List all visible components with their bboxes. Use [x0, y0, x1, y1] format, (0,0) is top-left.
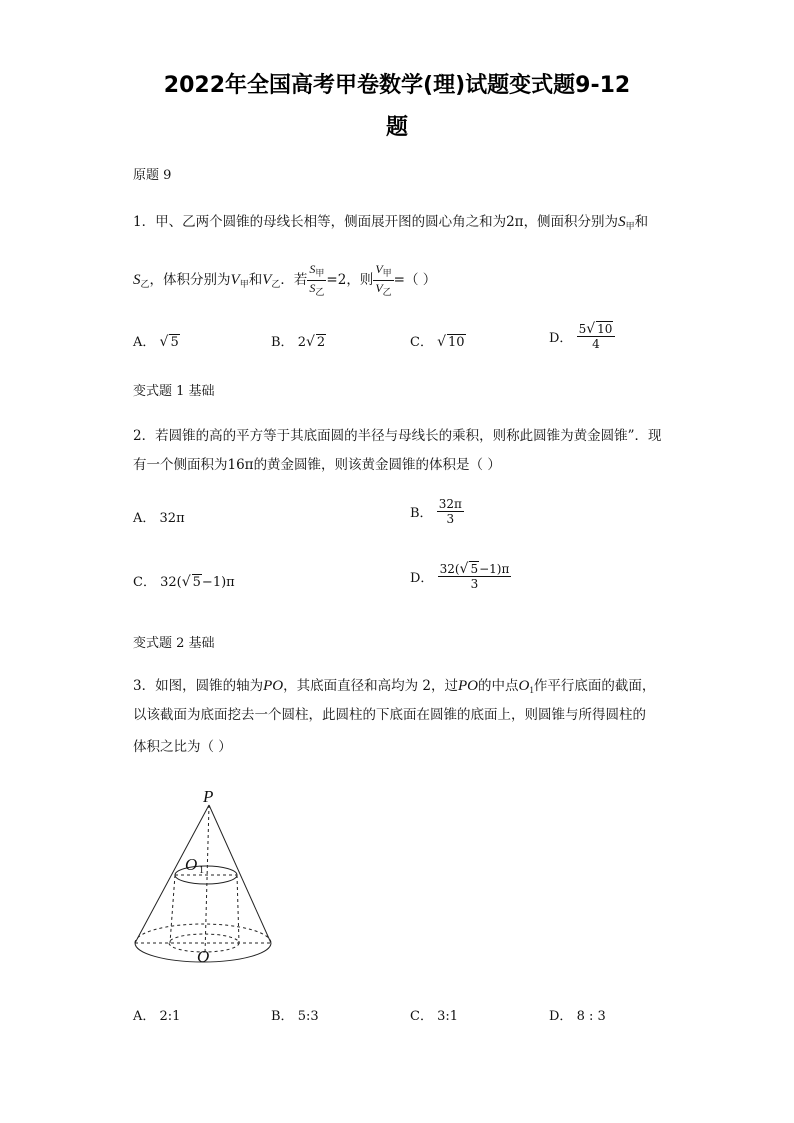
q1-v-jia: $V_甲$	[230, 272, 249, 289]
q1-line2-b: 和	[248, 272, 263, 288]
section-label-variant2: 变式题 2 基础	[133, 636, 215, 651]
section-label-variant1: 变式题 1 基础	[133, 384, 215, 399]
q1-fraction-s: $\frac{S_甲}{S_乙}$	[309, 262, 325, 297]
q1-line2-d: ，则	[346, 272, 374, 288]
q3-o1: $O_1$	[518, 678, 534, 695]
q1-option-c[interactable]: C． √ 10	[410, 334, 465, 350]
q1-s-jia: $S_甲$	[618, 214, 635, 231]
q1-line2	[133, 262, 436, 299]
q1-line1	[133, 213, 648, 235]
q2-line2: 有一个侧面积为16π的黄金圆锥，则该黄金圆锥的体积是（ ）	[133, 457, 501, 473]
q3-option-c[interactable]: C． 3:1	[410, 1009, 459, 1024]
label-o: O	[197, 947, 210, 966]
q2-area: 16π	[227, 457, 254, 473]
q1-line2-e: =（ ）	[393, 272, 437, 288]
cylinder-right-side	[237, 875, 239, 943]
q2-option-d[interactable]: D． $\frac{32(√ 5-1)\pi}{3}$	[410, 561, 510, 591]
q2-option-a[interactable]: A． 32π	[133, 511, 185, 526]
q1-eq2: =2	[326, 272, 347, 288]
q1-option-a[interactable]: A． √ 5	[133, 334, 179, 350]
q3-line3: 体积之比为（ ）	[133, 739, 232, 755]
q3-option-a[interactable]: A． 2:1	[133, 1009, 181, 1024]
q2-option-c[interactable]: C． 32(√ 5−1)π	[133, 574, 235, 590]
q1-fraction-v: $\frac{V_甲}{V_乙}$	[375, 262, 392, 297]
q2-option-b[interactable]: B． $\frac{32\pi}{3}$	[410, 497, 462, 526]
cone-left-edge	[135, 805, 209, 943]
q3-option-b[interactable]: B． 5:3	[271, 1009, 319, 1024]
label-o1: O	[185, 855, 198, 874]
q1-option-d[interactable]: D． $\frac{5√ 10}{4}$	[549, 322, 615, 351]
q1-line2-c: ．若	[280, 272, 308, 288]
label-p: P	[203, 787, 214, 806]
document-title-line1: 2022年全国高考甲卷数学(理)试题变式题9-12	[163, 73, 631, 98]
q1-line1-mid: ，侧面积分别为	[523, 214, 619, 230]
label-o1-sub: 1	[199, 865, 204, 876]
q1-line1-text: 1．甲、乙两个圆锥的母线长相等，侧面展开图的圆心角之和为	[133, 214, 507, 230]
q1-he: 和	[634, 214, 649, 230]
q3-option-d[interactable]: D． 8 : 3	[549, 1009, 606, 1024]
q2-line1: 2．若圆锥的高的平方等于其底面圆的半径与母线长的乘积，则称此圆锥为黄金圆锥”．现	[133, 428, 662, 444]
cone-base-back	[135, 924, 271, 943]
cone-cylinder-figure	[125, 780, 285, 975]
q1-option-b[interactable]: B． 2√ 2	[271, 334, 326, 350]
cone-axis	[205, 805, 209, 954]
q3-line1: 3．如图，圆锥的轴为PO，其底面直径和高均为 2，过PO的中点$O_1$作平行底面的截面，	[133, 678, 656, 695]
q1-two-pi: 2π	[506, 214, 524, 230]
cone-right-edge	[209, 805, 271, 943]
q1-v-yi: $V_乙$	[262, 272, 281, 289]
section-label-original: 原题 9	[133, 168, 172, 183]
cylinder-left-side	[170, 875, 175, 943]
q1-s-yi: $S_乙$	[133, 272, 150, 289]
document-title-line2: 题	[385, 115, 408, 140]
q3-line2: 以该截面为底面挖去一个圆柱，此圆柱的下底面在圆锥的底面上，则圆锥与所得圆柱的	[133, 707, 646, 723]
q1-line2-a: ，体积分别为	[149, 272, 231, 288]
q3-po: PO	[263, 678, 284, 694]
